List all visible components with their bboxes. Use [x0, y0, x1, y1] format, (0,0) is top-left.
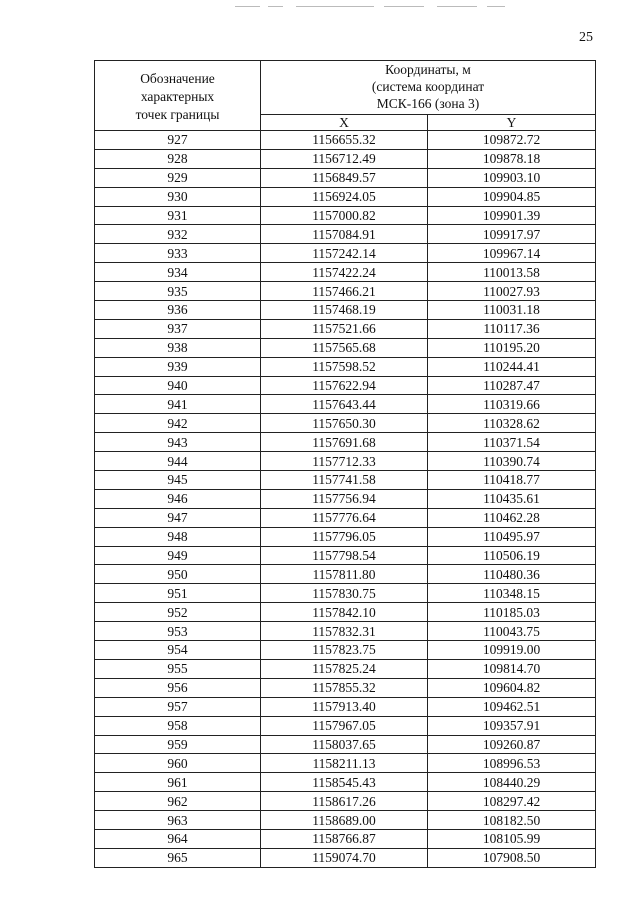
y-coordinate-cell: 109903.10: [428, 168, 596, 187]
y-coordinate-cell: 110185.03: [428, 603, 596, 622]
table-row: [95, 659, 596, 678]
x-coordinate-cell: 1157521.66: [261, 319, 428, 338]
table-row: [95, 414, 596, 433]
table-row: [95, 357, 596, 376]
table-row: [95, 376, 596, 395]
y-coordinate-cell: 109904.85: [428, 187, 596, 206]
point-number-cell: 950: [95, 565, 261, 584]
y-column-header: Y: [428, 115, 596, 131]
table-row: [95, 603, 596, 622]
table-row: [95, 754, 596, 773]
x-coordinate-cell: 1157830.75: [261, 584, 428, 603]
x-coordinate-cell: 1157741.58: [261, 471, 428, 490]
point-number-cell: 948: [95, 527, 261, 546]
point-number-cell: 953: [95, 622, 261, 641]
point-number-cell: 942: [95, 414, 261, 433]
point-number-cell: 940: [95, 376, 261, 395]
table-row: [95, 395, 596, 414]
y-coordinate-cell: 110348.15: [428, 584, 596, 603]
x-coordinate-cell: 1157242.14: [261, 244, 428, 263]
table-row: [95, 282, 596, 301]
y-coordinate-cell: 110480.36: [428, 565, 596, 584]
y-coordinate-cell: 110319.66: [428, 395, 596, 414]
table-row: [95, 508, 596, 527]
point-number-cell: 943: [95, 433, 261, 452]
y-coordinate-cell: 109878.18: [428, 149, 596, 168]
x-coordinate-cell: 1159074.70: [261, 848, 428, 867]
x-coordinate-cell: 1156712.49: [261, 149, 428, 168]
x-coordinate-cell: 1157832.31: [261, 622, 428, 641]
coordinates-header: [261, 61, 596, 115]
x-coordinate-cell: 1157712.33: [261, 452, 428, 471]
point-number-cell: 931: [95, 206, 261, 225]
table-row: [95, 622, 596, 641]
y-coordinate-cell: 109604.82: [428, 678, 596, 697]
x-coordinate-cell: 1157643.44: [261, 395, 428, 414]
table-row: [95, 452, 596, 471]
x-coordinate-cell: 1158766.87: [261, 829, 428, 848]
point-number-cell: 957: [95, 697, 261, 716]
y-coordinate-cell: 109814.70: [428, 659, 596, 678]
y-coordinate-cell: 108440.29: [428, 773, 596, 792]
table-body: [95, 131, 596, 868]
point-number-cell: 946: [95, 489, 261, 508]
y-coordinate-cell: 110435.61: [428, 489, 596, 508]
point-header-line: Обозначение: [140, 70, 215, 86]
x-coordinate-cell: 1158211.13: [261, 754, 428, 773]
page-number: 25: [579, 30, 593, 45]
table-row: [95, 489, 596, 508]
table-row: [95, 338, 596, 357]
y-coordinate-cell: 109901.39: [428, 206, 596, 225]
x-coordinate-cell: 1157650.30: [261, 414, 428, 433]
coord-header-line: (система координат: [371, 79, 485, 94]
scan-artifact-line: [268, 6, 283, 7]
point-header-line: характерных: [140, 88, 215, 104]
table-row: [95, 716, 596, 735]
x-coordinate-cell: 1158689.00: [261, 811, 428, 830]
table-row: [95, 811, 596, 830]
point-number-cell: 929: [95, 168, 261, 187]
table-row: [95, 735, 596, 754]
y-coordinate-cell: 109462.51: [428, 697, 596, 716]
table-row: [95, 319, 596, 338]
point-designation-header: [95, 61, 261, 131]
y-coordinate-cell: 108996.53: [428, 754, 596, 773]
table-row: [95, 678, 596, 697]
point-number-cell: 944: [95, 452, 261, 471]
x-column-header: X: [261, 115, 428, 131]
y-coordinate-cell: 110117.36: [428, 319, 596, 338]
table-row: [95, 433, 596, 452]
y-coordinate-cell: 110027.93: [428, 282, 596, 301]
x-coordinate-cell: 1157622.94: [261, 376, 428, 395]
y-coordinate-cell: 107908.50: [428, 848, 596, 867]
y-coordinate-cell: 110418.77: [428, 471, 596, 490]
y-coordinate-cell: 109917.97: [428, 225, 596, 244]
point-number-cell: 932: [95, 225, 261, 244]
table-row: [95, 225, 596, 244]
point-header-line: точек границы: [135, 106, 220, 122]
point-number-cell: 947: [95, 508, 261, 527]
x-coordinate-cell: 1157913.40: [261, 697, 428, 716]
table-row: [95, 244, 596, 263]
table-row: [95, 848, 596, 867]
y-coordinate-cell: 110371.54: [428, 433, 596, 452]
point-number-cell: 930: [95, 187, 261, 206]
point-number-cell: 935: [95, 282, 261, 301]
y-coordinate-cell: 109357.91: [428, 716, 596, 735]
table-row: [95, 206, 596, 225]
x-coordinate-cell: 1157422.24: [261, 263, 428, 282]
point-number-cell: 958: [95, 716, 261, 735]
point-number-cell: 941: [95, 395, 261, 414]
point-number-cell: 964: [95, 829, 261, 848]
table-row: [95, 792, 596, 811]
table-row: [95, 584, 596, 603]
y-coordinate-cell: 109260.87: [428, 735, 596, 754]
y-coordinate-cell: 109872.72: [428, 131, 596, 150]
table-row: [95, 773, 596, 792]
point-number-cell: 949: [95, 546, 261, 565]
point-number-cell: 961: [95, 773, 261, 792]
x-coordinate-cell: 1156655.32: [261, 131, 428, 150]
y-coordinate-cell: 110244.41: [428, 357, 596, 376]
y-coordinate-cell: 109967.14: [428, 244, 596, 263]
point-number-cell: 960: [95, 754, 261, 773]
y-coordinate-cell: 110013.58: [428, 263, 596, 282]
point-number-cell: 936: [95, 301, 261, 320]
x-coordinate-cell: 1158037.65: [261, 735, 428, 754]
y-coordinate-cell: 110195.20: [428, 338, 596, 357]
table-row: [95, 131, 596, 150]
table-row: [95, 168, 596, 187]
point-number-cell: 928: [95, 149, 261, 168]
point-number-cell: 962: [95, 792, 261, 811]
point-number-cell: 954: [95, 641, 261, 660]
table-row: [95, 149, 596, 168]
x-coordinate-cell: 1157825.24: [261, 659, 428, 678]
x-coordinate-cell: 1158545.43: [261, 773, 428, 792]
table-row: [95, 301, 596, 320]
scan-artifact-line: [384, 6, 424, 7]
table-row: [95, 527, 596, 546]
point-number-cell: 965: [95, 848, 261, 867]
point-number-cell: 933: [95, 244, 261, 263]
point-number-cell: 963: [95, 811, 261, 830]
table-row: [95, 471, 596, 490]
x-coordinate-cell: 1157967.05: [261, 716, 428, 735]
table-row: [95, 546, 596, 565]
x-coordinate-cell: 1157691.68: [261, 433, 428, 452]
x-coordinate-cell: 1157798.54: [261, 546, 428, 565]
coord-header-line: Координаты, м: [385, 62, 471, 77]
point-number-cell: 938: [95, 338, 261, 357]
table-row: [95, 641, 596, 660]
point-number-cell: 939: [95, 357, 261, 376]
x-coordinate-cell: 1157565.68: [261, 338, 428, 357]
y-coordinate-cell: 110495.97: [428, 527, 596, 546]
scan-artifact-line: [235, 6, 260, 7]
scan-artifact-line: [487, 6, 505, 7]
x-coordinate-cell: 1157000.82: [261, 206, 428, 225]
y-coordinate-cell: 110043.75: [428, 622, 596, 641]
table-row: [95, 829, 596, 848]
x-coordinate-cell: 1157796.05: [261, 527, 428, 546]
table-row: [95, 565, 596, 584]
x-coordinate-cell: 1157756.94: [261, 489, 428, 508]
point-number-cell: 927: [95, 131, 261, 150]
point-number-cell: 959: [95, 735, 261, 754]
y-coordinate-cell: 110462.28: [428, 508, 596, 527]
scan-artifact-line: [437, 6, 477, 7]
coordinates-table: [94, 60, 596, 868]
point-number-cell: 934: [95, 263, 261, 282]
y-coordinate-cell: 108297.42: [428, 792, 596, 811]
y-coordinate-cell: 108182.50: [428, 811, 596, 830]
x-coordinate-cell: 1157823.75: [261, 641, 428, 660]
coord-header-line: МСК-166 (зона 3): [376, 96, 480, 111]
y-coordinate-cell: 110506.19: [428, 546, 596, 565]
y-coordinate-cell: 110390.74: [428, 452, 596, 471]
point-number-cell: 937: [95, 319, 261, 338]
x-coordinate-cell: 1157776.64: [261, 508, 428, 527]
x-coordinate-cell: 1157468.19: [261, 301, 428, 320]
y-coordinate-cell: 110287.47: [428, 376, 596, 395]
y-coordinate-cell: 110328.62: [428, 414, 596, 433]
table-row: [95, 697, 596, 716]
y-coordinate-cell: 109919.00: [428, 641, 596, 660]
x-coordinate-cell: 1157466.21: [261, 282, 428, 301]
point-number-cell: 945: [95, 471, 261, 490]
point-number-cell: 955: [95, 659, 261, 678]
table-row: [95, 187, 596, 206]
scan-artifact-line: [296, 6, 374, 7]
x-coordinate-cell: 1156849.57: [261, 168, 428, 187]
x-coordinate-cell: 1157842.10: [261, 603, 428, 622]
x-coordinate-cell: 1157811.80: [261, 565, 428, 584]
x-coordinate-cell: 1157855.32: [261, 678, 428, 697]
point-number-cell: 952: [95, 603, 261, 622]
point-number-cell: 956: [95, 678, 261, 697]
table-row: [95, 263, 596, 282]
y-coordinate-cell: 110031.18: [428, 301, 596, 320]
x-coordinate-cell: 1157084.91: [261, 225, 428, 244]
table-header-row: [95, 61, 596, 115]
x-coordinate-cell: 1157598.52: [261, 357, 428, 376]
point-number-cell: 951: [95, 584, 261, 603]
y-coordinate-cell: 108105.99: [428, 829, 596, 848]
x-coordinate-cell: 1156924.05: [261, 187, 428, 206]
x-coordinate-cell: 1158617.26: [261, 792, 428, 811]
